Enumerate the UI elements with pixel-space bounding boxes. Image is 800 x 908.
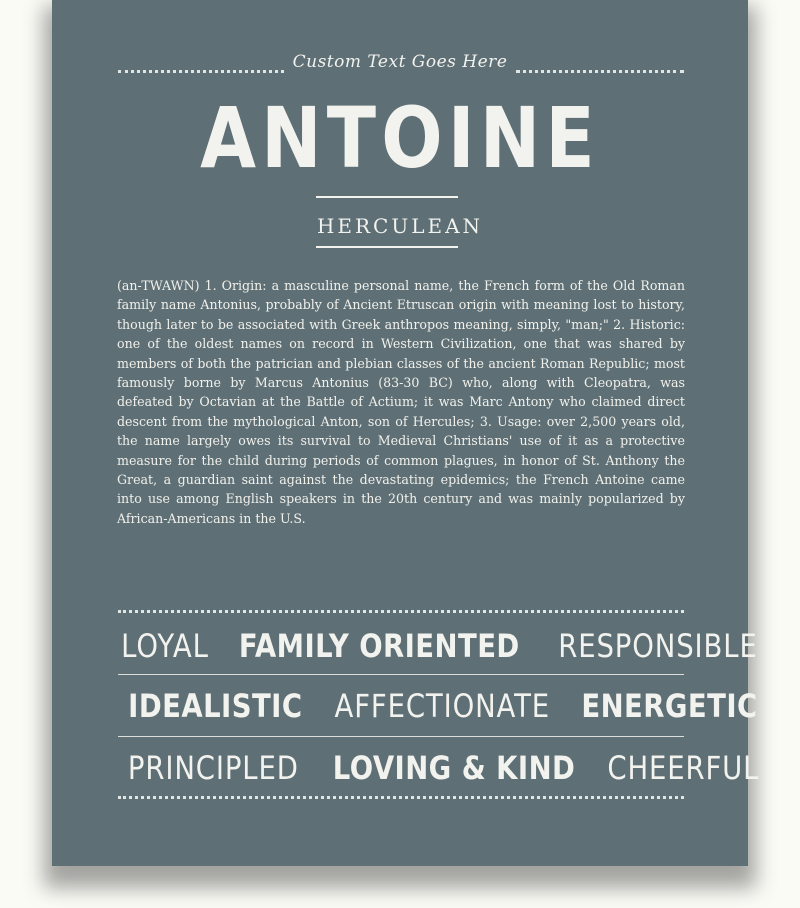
- trait: IDEALISTIC: [128, 687, 303, 725]
- name-meaning: HERCULEAN: [316, 214, 484, 238]
- trait-divider: [118, 736, 684, 737]
- trait: AFFECTIONATE: [334, 687, 550, 725]
- trait-row-1: [114, 626, 759, 666]
- trait: FAMILY ORIENTED: [238, 627, 520, 665]
- trait-divider: [118, 674, 684, 675]
- trait: RESPONSIBLE: [558, 627, 759, 665]
- trait: CHEERFUL: [607, 749, 760, 787]
- name-title: ANTOINE: [200, 89, 600, 187]
- dotted-divider-bottom: [118, 796, 684, 799]
- trait-row-2: [114, 686, 758, 726]
- custom-text: Custom Text Goes Here: [292, 52, 508, 72]
- trait-row-3: [114, 748, 760, 788]
- trait: LOYAL: [121, 627, 209, 665]
- trait: LOVING & KIND: [332, 749, 575, 787]
- name-underline: [316, 196, 458, 198]
- dotted-divider-top: [118, 610, 684, 613]
- meaning-underline: [316, 246, 458, 248]
- name-definition: (an-TWAWN) 1. Origin: a masculine personal name, the French form of the Old Roman family name Antonius, probably of Ancient Etruscan origin with meaning lost to history, though later to be associated with Greek anthropos meaning, simply, "man;" 2. Historic: one of the oldest names on record in Western Civilization, one that was shared by members of both the patrician and plebian classes of the ancient Roman Republic; most famously borne by Marcus Antonius (83-30 BC) who, along with Cleopatra, was defeated by Octavian at the Battle of Actium; it was Marc Antony who claimed direct descent from the mythological Anton, son of Hercules; 3. Usage: over 2,500 years old, the name largely owes its survival to Medieval Christians' use of it as a protective measure for the child during periods of common plagues, in honor of St. Anthony the Great, a guardian saint against the devastating epidemics; the French Antoine came into use among English speakers in the 20th century and was mainly popularized by African-Americans in the U.S.: [117, 278, 685, 526]
- name-poster: [52, 0, 760, 866]
- trait: PRINCIPLED: [127, 749, 299, 787]
- trait: ENERGETIC: [581, 687, 758, 725]
